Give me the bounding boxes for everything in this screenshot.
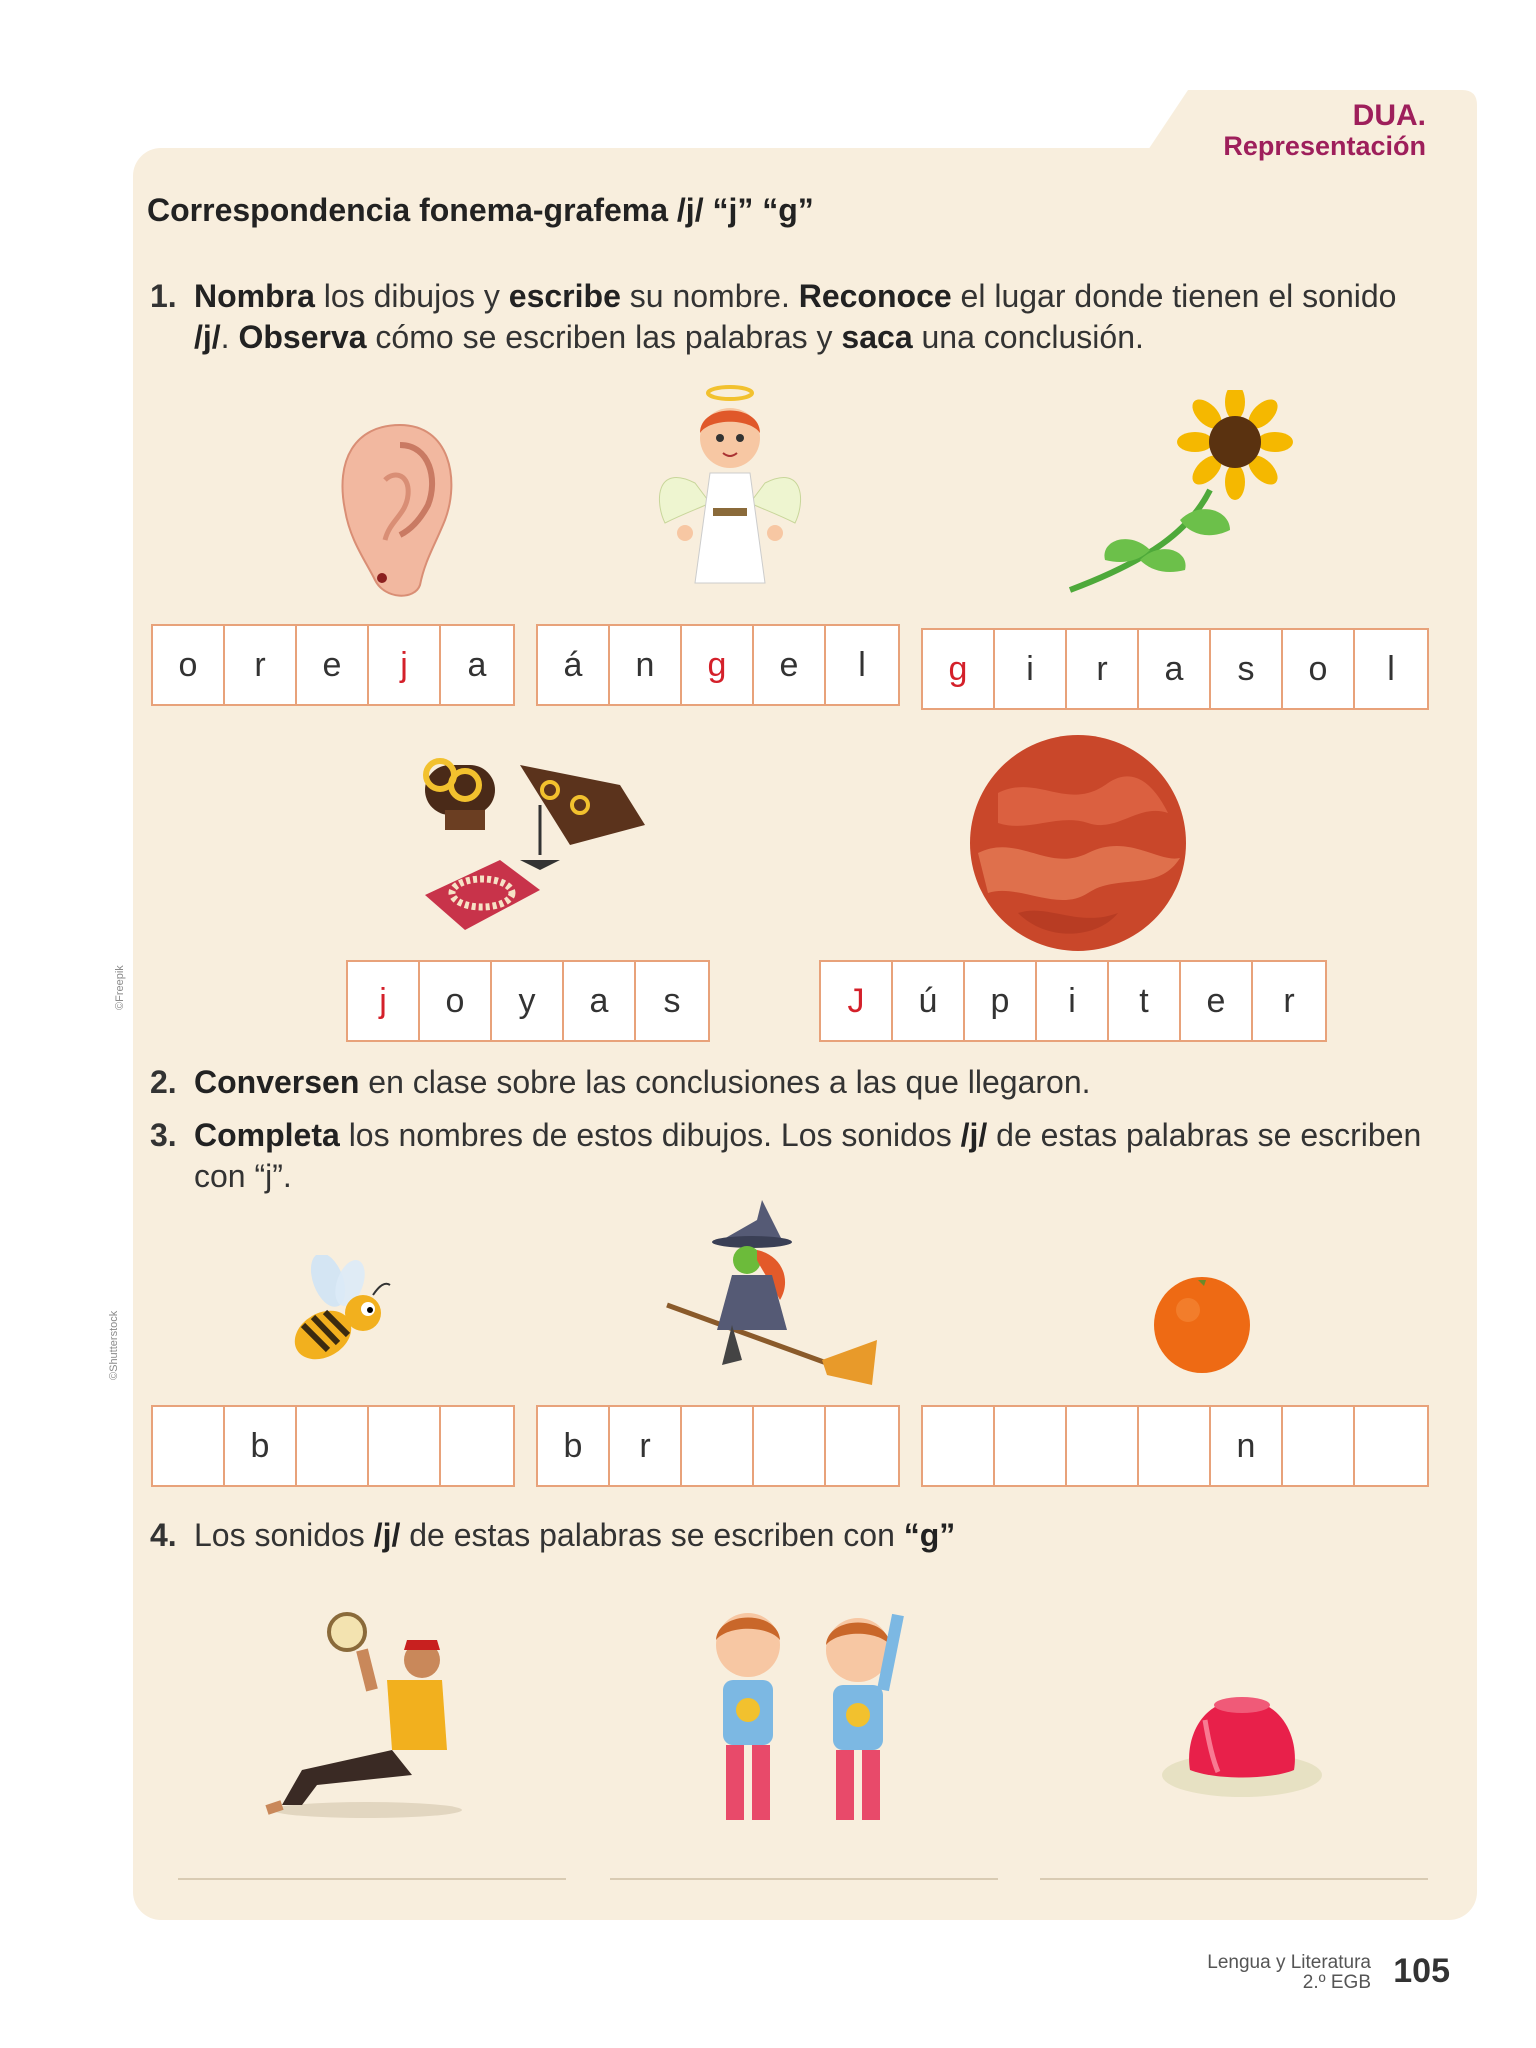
letter-box: t	[1109, 962, 1181, 1040]
text-run: de estas palabras se escriben con	[400, 1517, 904, 1553]
letter-box: b	[538, 1407, 610, 1485]
bold-run: /j/	[960, 1117, 988, 1153]
letter-box-empty[interactable]	[1067, 1407, 1139, 1485]
letter-box-empty[interactable]	[754, 1407, 826, 1485]
text-run: cómo se escriben las palabras y	[366, 319, 842, 355]
letter-box: e	[297, 626, 369, 704]
dua-title: DUA.	[1352, 99, 1426, 132]
letter-box: e	[754, 626, 826, 704]
text-run: de estas palabras se escriben con “j”.	[194, 1117, 1422, 1194]
letter-box: o	[1283, 630, 1355, 708]
jewels-picture	[420, 735, 650, 940]
bold-run: Completa	[194, 1117, 340, 1153]
bold-run: Nombra	[194, 278, 315, 314]
letter-box: s	[1211, 630, 1283, 708]
letter-box: g	[682, 626, 754, 704]
word-boxes-bruja	[536, 1405, 900, 1487]
orange-picture	[1150, 1270, 1255, 1375]
letter-box: l	[858, 645, 866, 684]
exercise-text	[194, 1115, 1450, 1197]
bold-run: /j/	[373, 1517, 401, 1553]
letter-box-empty[interactable]	[153, 1407, 225, 1485]
letter-box-empty[interactable]	[826, 1407, 898, 1485]
letter-box-empty[interactable]	[923, 1407, 995, 1485]
letter-box: á	[538, 626, 610, 704]
exercise-2-instruction	[150, 1062, 1400, 1103]
subject-name: Lengua y Literatura	[1207, 1952, 1371, 1973]
text-run: su nombre.	[620, 278, 799, 314]
letter-box: p	[965, 962, 1037, 1040]
footer-subject	[1207, 1953, 1371, 1993]
jelly-picture	[1160, 1680, 1325, 1800]
word-boxes-joyas	[346, 960, 710, 1042]
letter-box: j	[369, 626, 441, 704]
text-run: el lugar donde tienen el sonido	[951, 278, 1397, 314]
letter-box: s	[663, 981, 681, 1020]
word-boxes-oreja	[151, 624, 515, 706]
letter-box: a	[1139, 630, 1211, 708]
witch-picture	[662, 1200, 882, 1390]
jupiter-picture	[968, 733, 1188, 953]
word-boxes-naranja	[921, 1405, 1429, 1487]
angel-picture	[655, 383, 805, 603]
gypsy-picture	[262, 1610, 467, 1820]
bee-picture	[278, 1255, 398, 1375]
letter-box: J	[821, 962, 893, 1040]
bold-run: Conversen	[194, 1064, 360, 1100]
letter-box-empty[interactable]	[1355, 1407, 1427, 1485]
bold-run: /j/	[194, 319, 221, 355]
exercise-number: 3.	[150, 1117, 177, 1153]
bold-run: saca	[841, 319, 913, 355]
text-run: los nombres de estos dibujos. Los sonidos	[339, 1117, 961, 1153]
letter-box-empty[interactable]	[1139, 1407, 1211, 1485]
letter-box-empty[interactable]	[1283, 1407, 1355, 1485]
sunflower-picture	[1060, 390, 1300, 600]
letter-box: y	[492, 962, 564, 1040]
letter-box: i	[995, 630, 1067, 708]
letter-box: ú	[893, 962, 965, 1040]
ear-picture	[330, 420, 460, 600]
letter-box: b	[225, 1407, 297, 1485]
letter-box: g	[923, 630, 995, 708]
exercise-text	[194, 1062, 1400, 1103]
letter-box: r	[225, 626, 297, 704]
section-heading: Correspondencia fonema-grafema /j/ “j” “g”	[147, 192, 814, 228]
letter-box: a	[467, 645, 487, 684]
answer-line-2[interactable]	[610, 1878, 998, 1880]
letter-box: r	[610, 1407, 682, 1485]
bold-run: escribe	[508, 278, 621, 314]
exercise-text	[194, 276, 1400, 358]
text-run: en clase sobre las conclusiones a las que llegaron.	[359, 1064, 1091, 1100]
text-run: Los sonidos	[194, 1517, 374, 1553]
word-boxes-angel	[536, 624, 900, 706]
letter-box-empty[interactable]	[682, 1407, 754, 1485]
letter-box: l	[1387, 649, 1395, 688]
bold-run: Observa	[238, 319, 367, 355]
letter-box: i	[1037, 962, 1109, 1040]
word-boxes-girasol	[921, 628, 1429, 710]
freepik-credit: ©Freepik	[114, 965, 126, 1010]
text-run: una conclusión.	[912, 319, 1144, 355]
dua-label	[1223, 100, 1426, 160]
letter-box: r	[1067, 630, 1139, 708]
exercise-number: 4.	[150, 1517, 177, 1553]
letter-box-empty[interactable]	[995, 1407, 1067, 1485]
grade-label: 2.º EGB	[1302, 1972, 1371, 1993]
bold-run: “g”	[903, 1517, 956, 1553]
letter-box-empty[interactable]	[441, 1407, 513, 1485]
exercise-number: 1.	[150, 278, 177, 314]
twins-picture	[693, 1600, 913, 1830]
answer-line-3[interactable]	[1040, 1878, 1428, 1880]
word-boxes-jupiter	[819, 960, 1327, 1042]
exercise-3-instruction	[150, 1115, 1450, 1197]
letter-box-empty[interactable]	[369, 1407, 441, 1485]
text-run: los dibujos y	[314, 278, 509, 314]
letter-box: r	[1283, 981, 1295, 1020]
bold-run: Reconoce	[798, 278, 952, 314]
shutterstock-credit: ©Shutterstock	[108, 1310, 120, 1380]
letter-box: a	[564, 962, 636, 1040]
letter-box: n	[1211, 1407, 1283, 1485]
letter-box: e	[1181, 962, 1253, 1040]
exercise-number: 2.	[150, 1064, 177, 1100]
text-run: .	[220, 319, 239, 355]
exercise-text	[194, 1515, 1400, 1556]
exercise-4-instruction	[150, 1515, 1400, 1556]
answer-line-1[interactable]	[178, 1878, 566, 1880]
page-number: 105	[1393, 1952, 1450, 1990]
exercise-1-instruction	[150, 276, 1400, 358]
word-boxes-abeja	[151, 1405, 515, 1487]
letter-box-empty[interactable]	[297, 1407, 369, 1485]
letter-box: j	[348, 962, 420, 1040]
letter-box: n	[610, 626, 682, 704]
dua-subtitle: Representación	[1223, 130, 1426, 161]
letter-box: o	[420, 962, 492, 1040]
letter-box: o	[153, 626, 225, 704]
